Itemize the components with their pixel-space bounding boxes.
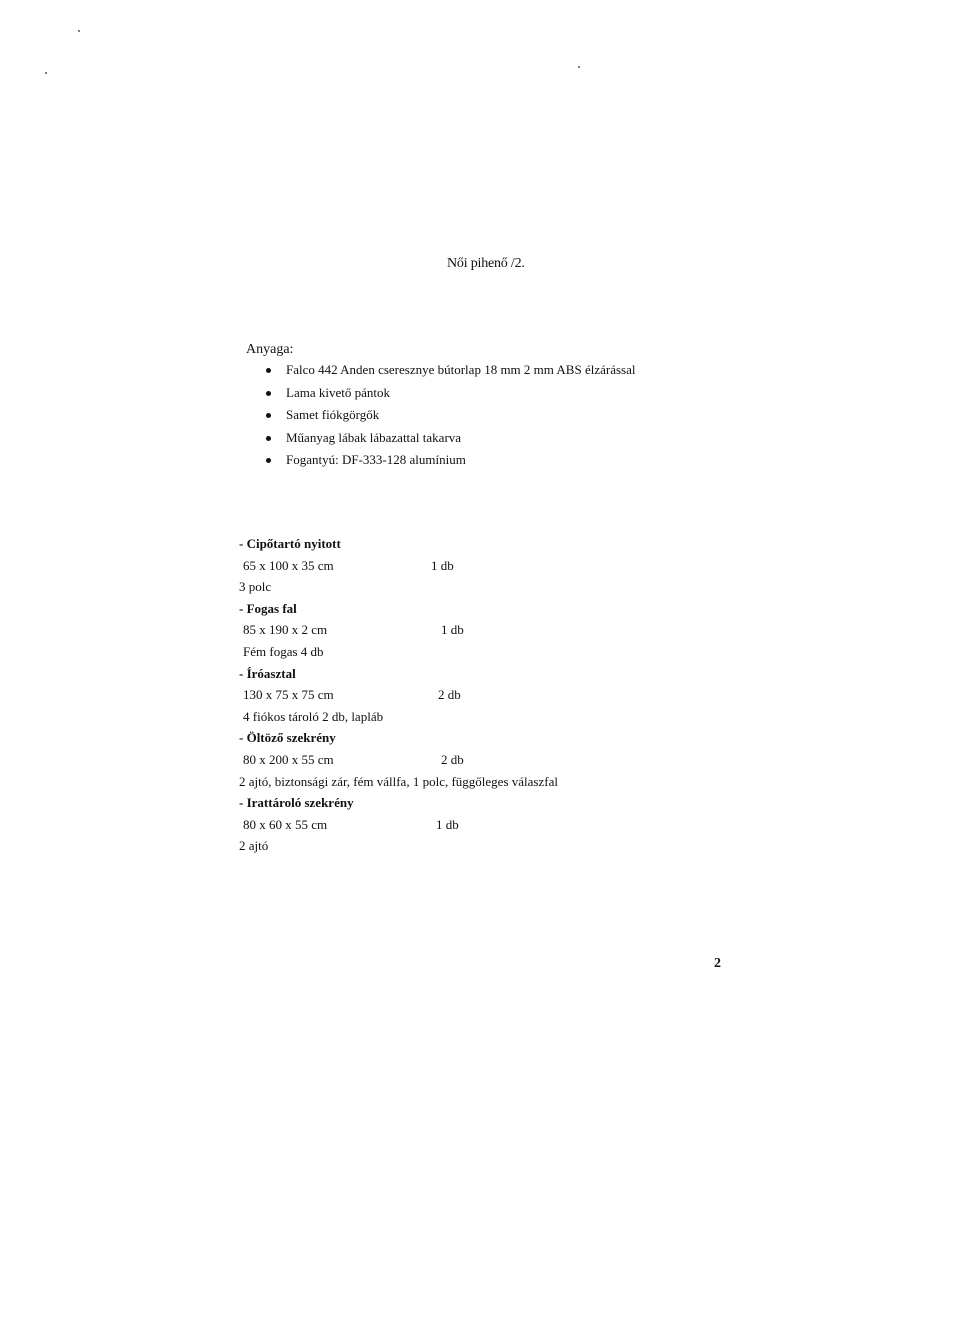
furniture-details: 4 fiókos tároló 2 db, lapláb: [243, 708, 384, 724]
furniture-dimensions-row: [239, 685, 839, 707]
furniture-quantity: 1 db: [441, 622, 464, 638]
furniture-details: 2 ajtó, biztonsági zár, fém vállfa, 1 polc, függőleges válaszfal: [239, 773, 558, 789]
furniture-quantity: 1 db: [431, 557, 454, 573]
furniture-name: - Irattároló szekrény: [239, 795, 354, 811]
furniture-details: 2 ajtó: [239, 838, 269, 854]
materials-heading: Anyaga:: [246, 342, 294, 357]
materials-list-item: [266, 450, 635, 473]
materials-item-text: Samet fiókgörgők: [286, 407, 380, 422]
bullet-icon: [266, 458, 271, 463]
furniture-list: [239, 534, 839, 858]
materials-item-text: Fogantyú: DF-333-128 alumínium: [286, 452, 466, 467]
furniture-dimensions: 80 x 200 x 55 cm: [243, 751, 334, 767]
materials-item-text: Műanyag lábak lábazattal takarva: [286, 429, 462, 445]
page-number: 2: [714, 956, 721, 971]
furniture-dimensions-row: [239, 815, 839, 837]
furniture-dimensions-row: [239, 750, 839, 772]
materials-list-item: [266, 360, 635, 383]
furniture-details: 3 polc: [239, 579, 272, 595]
materials-list-item: [266, 428, 635, 451]
materials-list-item: [266, 405, 635, 428]
furniture-name: - Fogas fal: [239, 600, 297, 616]
furniture-quantity: 2 db: [438, 687, 461, 703]
materials-item-text: Falco 442 Anden cseresznye bútorlap 18 mm 2 mm ABS élzárással: [286, 362, 636, 377]
bullet-icon: [266, 413, 271, 418]
scan-speck: [45, 72, 47, 74]
materials-list-item: [266, 383, 635, 406]
furniture-name: - Öltöző szekrény: [239, 730, 336, 746]
scan-speck: [78, 30, 80, 32]
materials-list: [266, 360, 635, 473]
bullet-icon: [266, 368, 271, 373]
furniture-details: Fém fogas 4 db: [243, 643, 324, 659]
furniture-name: - Cipőtartó nyitott: [239, 536, 341, 551]
materials-item-text: Lama kivető pántok: [286, 384, 390, 400]
furniture-name: - Íróasztal: [239, 665, 296, 681]
furniture-dimensions: 65 x 100 x 35 cm: [243, 557, 334, 573]
furniture-dimensions: 130 x 75 x 75 cm: [243, 687, 334, 703]
furniture-dimensions: 85 x 190 x 2 cm: [243, 622, 328, 638]
furniture-quantity: 2 db: [441, 751, 464, 767]
furniture-dimensions-row: [239, 620, 839, 642]
scan-speck: [578, 66, 580, 68]
bullet-icon: [266, 436, 271, 441]
furniture-dimensions: 80 x 60 x 55 cm: [243, 816, 328, 832]
page-title: Női pihenő /2.: [447, 256, 525, 271]
furniture-quantity: 1 db: [436, 816, 459, 832]
furniture-dimensions-row: [239, 556, 839, 578]
bullet-icon: [266, 391, 271, 396]
